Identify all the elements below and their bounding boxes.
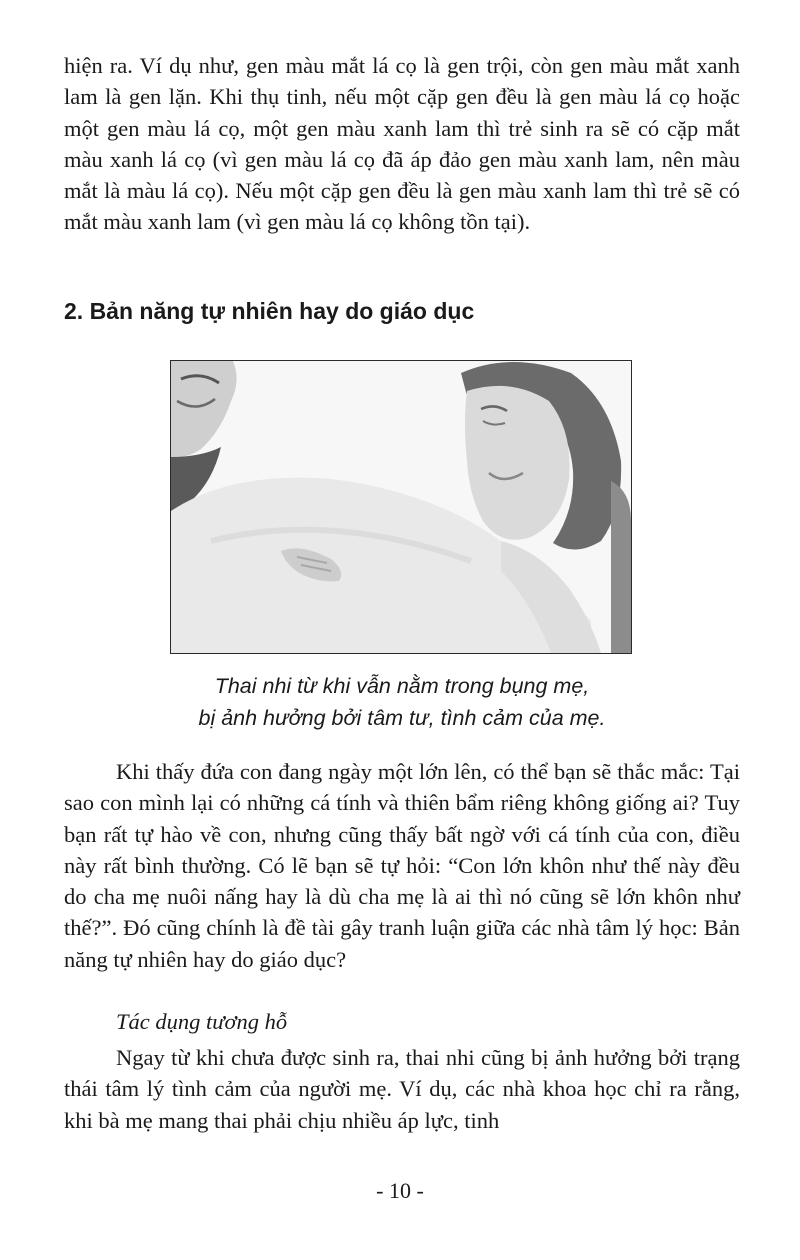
intro-paragraph: hiện ra. Ví dụ như, gen màu mắt lá cọ là gen trội, còn gen màu mắt xanh lam là gen lặn. Khi thụ tinh, nếu một cặp gen đều là gen màu lá cọ hoặc một gen màu lá cọ, một gen màu xanh lam thì trẻ sinh ra sẽ có cặp mắt màu xanh lá cọ (vì gen màu lá cọ đã áp đảo gen màu xanh lam, nên màu mắt là màu lá cọ). Nếu một cặp gen đều là gen màu xanh lam thì trẻ sẽ có mắt màu xanh lam (vì gen màu lá cọ không tồn tại). <box>64 53 740 235</box>
last-paragraph: Ngay từ khi chưa được sinh ra, thai nhi cũng bị ảnh hưởng bởi trạng thái tâm lý tình cảm của người mẹ. Ví dụ, các nhà khoa học chỉ ra rằng, khi bà mẹ mang thai phải chịu nhiều áp lực, tinh <box>64 1045 740 1133</box>
photo-figure <box>170 360 632 654</box>
figure-caption <box>64 670 740 734</box>
caption-line-1: Thai nhi từ khi vẫn nằm trong bụng mẹ, <box>214 674 590 698</box>
section-heading: 2. Bản năng tự nhiên hay do giáo dục <box>64 298 475 324</box>
pregnant-mother-photo <box>171 361 631 653</box>
body-paragraph: Khi thấy đứa con đang ngày một lớn lên, có thể bạn sẽ thắc mắc: Tại sao con mình lại có những cá tính và thiên bẩm riêng không giống ai? Tuy bạn rất tự hào về con, nhưng cũng thấy bất ngờ với cá tính của con, điều này rất bình thường. Có lẽ bạn sẽ tự hỏi: “Con lớn khôn như thế này đều do cha mẹ nuôi nấng hay là dù cha mẹ là ai thì nó cũng sẽ lớn khôn như thế?”. Đó cũng chính là đề tài gây tranh luận giữa các nhà tâm lý học: Bản năng tự nhiên hay do giáo dục? <box>64 759 740 972</box>
caption-line-2: bị ảnh hưởng bởi tâm tư, tình cảm của mẹ. <box>198 706 606 730</box>
right-shadow-shape <box>611 481 631 653</box>
page-number: - 10 - <box>376 1178 424 1203</box>
subheading: Tác dụng tương hỗ <box>116 1009 288 1034</box>
